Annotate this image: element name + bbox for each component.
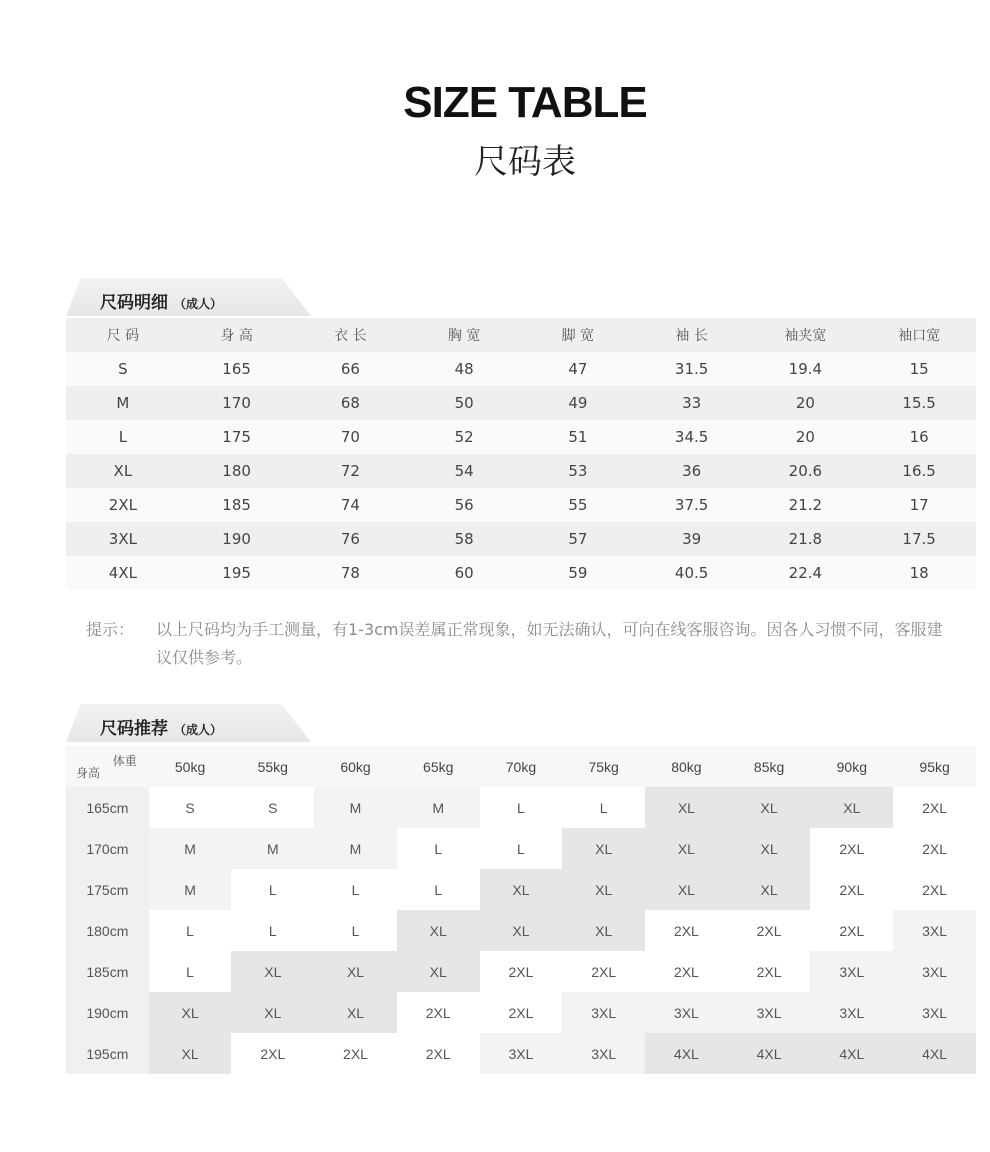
recommend-size-cell: XL <box>314 951 397 992</box>
recommend-size-cell: 3XL <box>893 992 976 1033</box>
recommend-size-cell: L <box>231 869 314 910</box>
recommend-size-cell: 3XL <box>728 992 811 1033</box>
page-title-en: SIZE TABLE <box>403 78 647 127</box>
recommend-height-cell: 165cm <box>66 787 149 828</box>
detail-cell: 165 <box>180 352 294 386</box>
recommend-row <box>66 992 976 1033</box>
recommend-size-cell: 2XL <box>728 951 811 992</box>
detail-cell: 20 <box>749 386 863 420</box>
recommend-size-cell: XL <box>480 910 563 951</box>
detail-cell: 40.5 <box>635 556 749 590</box>
recommend-weight-header: 60kg <box>314 746 397 787</box>
detail-cell: 51 <box>521 420 635 454</box>
recommend-height-cell: 190cm <box>66 992 149 1033</box>
detail-cell: 53 <box>521 454 635 488</box>
recommend-weight-header: 70kg <box>480 746 563 787</box>
recommend-size-cell: M <box>314 787 397 828</box>
recommend-size-cell: 2XL <box>397 1033 480 1074</box>
recommend-size-cell: M <box>149 869 232 910</box>
detail-cell: 48 <box>407 352 521 386</box>
recommend-size-cell: L <box>314 869 397 910</box>
recommend-row <box>66 910 976 951</box>
detail-cell: 180 <box>180 454 294 488</box>
detail-cell: 66 <box>294 352 408 386</box>
recommend-row <box>66 951 976 992</box>
recommend-size-cell: 2XL <box>314 1033 397 1074</box>
detail-cell: 21.2 <box>749 488 863 522</box>
recommend-size-cell: L <box>149 910 232 951</box>
size-recommend-table <box>66 746 976 1074</box>
recommend-size-cell: XL <box>231 951 314 992</box>
detail-cell: 54 <box>407 454 521 488</box>
recommend-corner-cell <box>66 746 149 787</box>
detail-cell: L <box>66 420 180 454</box>
recommend-size-cell: 3XL <box>480 1033 563 1074</box>
detail-header-cell: 袖夹宽 <box>749 318 863 352</box>
detail-cell: 3XL <box>66 522 180 556</box>
detail-cell: M <box>66 386 180 420</box>
detail-row <box>66 522 976 556</box>
detail-cell: 70 <box>294 420 408 454</box>
recommend-size-cell: 3XL <box>645 992 728 1033</box>
recommend-size-cell: XL <box>645 828 728 869</box>
recommend-size-cell: 3XL <box>562 992 645 1033</box>
detail-header-cell: 尺 码 <box>66 318 180 352</box>
detail-cell: 68 <box>294 386 408 420</box>
note-label: 提示： <box>86 620 135 639</box>
detail-cell: 19.4 <box>749 352 863 386</box>
recommend-weight-header: 85kg <box>728 746 811 787</box>
recommend-weight-header: 90kg <box>810 746 893 787</box>
detail-cell: 18 <box>862 556 976 590</box>
recommend-size-cell: M <box>149 828 232 869</box>
detail-cell: 74 <box>294 488 408 522</box>
recommend-size-cell: 4XL <box>645 1033 728 1074</box>
recommend-size-cell: 4XL <box>728 1033 811 1074</box>
recommend-size-cell: 2XL <box>728 910 811 951</box>
detail-cell: 20.6 <box>749 454 863 488</box>
detail-cell: 190 <box>180 522 294 556</box>
recommend-size-cell: 2XL <box>810 910 893 951</box>
corner-height-label: 身高 <box>76 766 101 780</box>
recommend-size-cell: 2XL <box>480 951 563 992</box>
recommend-row <box>66 787 976 828</box>
detail-header-cell: 脚 宽 <box>521 318 635 352</box>
recommend-weight-header: 75kg <box>562 746 645 787</box>
detail-cell: 52 <box>407 420 521 454</box>
recommend-size-cell: L <box>314 910 397 951</box>
detail-cell: 78 <box>294 556 408 590</box>
detail-cell: 33 <box>635 386 749 420</box>
detail-cell: 17.5 <box>862 522 976 556</box>
recommend-size-cell: XL <box>397 910 480 951</box>
recommend-size-cell: 2XL <box>480 992 563 1033</box>
recommend-size-cell: S <box>149 787 232 828</box>
recommend-size-cell: XL <box>149 1033 232 1074</box>
recommend-weight-header: 65kg <box>397 746 480 787</box>
recommend-size-cell: M <box>231 828 314 869</box>
recommend-tab-title-text: 尺码推荐 <box>100 719 168 739</box>
detail-cell: 16 <box>862 420 976 454</box>
detail-cell: 47 <box>521 352 635 386</box>
note-text: 以上尺码均为手工测量，有1-3cm误差属正常现象，如无法确认，可向在线客服咨询。因各人习惯不同，客服建议仅供参考。 <box>156 620 943 667</box>
detail-row <box>66 352 976 386</box>
detail-cell: 76 <box>294 522 408 556</box>
recommend-size-cell: S <box>231 787 314 828</box>
page-title-cn: 尺码表 <box>474 142 576 182</box>
recommend-row <box>66 1033 976 1074</box>
detail-cell: 36 <box>635 454 749 488</box>
recommend-size-cell: M <box>397 787 480 828</box>
recommend-size-cell: L <box>562 787 645 828</box>
recommend-size-cell: 2XL <box>893 869 976 910</box>
detail-cell: 15 <box>862 352 976 386</box>
detail-cell: 16.5 <box>862 454 976 488</box>
recommend-size-cell: L <box>480 828 563 869</box>
recommend-size-cell: 3XL <box>810 951 893 992</box>
detail-tab-subtitle: （成人） <box>174 297 223 311</box>
detail-cell: 21.8 <box>749 522 863 556</box>
recommend-height-cell: 170cm <box>66 828 149 869</box>
recommend-size-cell: L <box>149 951 232 992</box>
recommend-header-row <box>66 746 976 787</box>
recommend-size-cell: 2XL <box>231 1033 314 1074</box>
recommend-size-cell: XL <box>645 869 728 910</box>
detail-header-row <box>66 318 976 352</box>
recommend-size-cell: L <box>397 869 480 910</box>
recommend-size-cell: XL <box>728 787 811 828</box>
recommend-size-cell: XL <box>810 787 893 828</box>
detail-cell: 72 <box>294 454 408 488</box>
recommend-size-cell: 3XL <box>893 951 976 992</box>
detail-header-cell: 身 高 <box>180 318 294 352</box>
recommend-size-cell: 4XL <box>893 1033 976 1074</box>
recommend-size-cell: XL <box>314 992 397 1033</box>
recommend-row <box>66 869 976 910</box>
recommend-size-cell: XL <box>231 992 314 1033</box>
recommend-size-cell: 2XL <box>810 869 893 910</box>
recommend-height-cell: 175cm <box>66 869 149 910</box>
recommend-size-cell: XL <box>728 828 811 869</box>
recommend-size-cell: 2XL <box>893 828 976 869</box>
recommend-tab-subtitle: （成人） <box>174 723 223 737</box>
recommend-size-cell: L <box>231 910 314 951</box>
detail-header-cell: 衣 长 <box>294 318 408 352</box>
recommend-size-cell: 2XL <box>810 828 893 869</box>
detail-cell: 60 <box>407 556 521 590</box>
recommend-size-cell: XL <box>397 951 480 992</box>
detail-cell: 170 <box>180 386 294 420</box>
detail-cell: 31.5 <box>635 352 749 386</box>
recommend-size-cell: 2XL <box>893 787 976 828</box>
detail-header-cell: 袖口宽 <box>862 318 976 352</box>
recommend-size-cell: XL <box>562 869 645 910</box>
detail-cell: 185 <box>180 488 294 522</box>
detail-cell: 175 <box>180 420 294 454</box>
recommend-height-cell: 195cm <box>66 1033 149 1074</box>
detail-row <box>66 386 976 420</box>
corner-weight-label: 体重 <box>112 754 137 768</box>
detail-header-cell: 袖 长 <box>635 318 749 352</box>
recommend-weight-header: 50kg <box>149 746 232 787</box>
detail-cell: 4XL <box>66 556 180 590</box>
recommend-weight-header: 55kg <box>231 746 314 787</box>
detail-cell: 195 <box>180 556 294 590</box>
detail-cell: 59 <box>521 556 635 590</box>
detail-cell: 39 <box>635 522 749 556</box>
recommend-size-cell: 3XL <box>810 992 893 1033</box>
detail-cell: 15.5 <box>862 386 976 420</box>
recommend-size-cell: 3XL <box>562 1033 645 1074</box>
recommend-size-cell: 3XL <box>893 910 976 951</box>
recommend-height-cell: 185cm <box>66 951 149 992</box>
detail-cell: 55 <box>521 488 635 522</box>
detail-cell: 37.5 <box>635 488 749 522</box>
detail-cell: 56 <box>407 488 521 522</box>
recommend-size-cell: 2XL <box>397 992 480 1033</box>
recommend-size-cell: XL <box>562 910 645 951</box>
detail-cell: S <box>66 352 180 386</box>
detail-row <box>66 420 976 454</box>
recommend-size-cell: XL <box>149 992 232 1033</box>
recommend-size-cell: 2XL <box>562 951 645 992</box>
detail-cell: 58 <box>407 522 521 556</box>
recommend-row <box>66 828 976 869</box>
detail-cell: 49 <box>521 386 635 420</box>
detail-tab-title-text: 尺码明细 <box>100 293 168 313</box>
detail-cell: XL <box>66 454 180 488</box>
detail-row <box>66 556 976 590</box>
detail-tab-title <box>100 288 222 313</box>
recommend-size-cell: XL <box>480 869 563 910</box>
detail-cell: 22.4 <box>749 556 863 590</box>
recommend-size-cell: XL <box>728 869 811 910</box>
detail-cell: 34.5 <box>635 420 749 454</box>
recommend-size-cell: L <box>480 787 563 828</box>
recommend-size-cell: M <box>314 828 397 869</box>
detail-row <box>66 488 976 522</box>
detail-header-cell: 胸 宽 <box>407 318 521 352</box>
detail-cell: 17 <box>862 488 976 522</box>
recommend-weight-header: 95kg <box>893 746 976 787</box>
detail-cell: 2XL <box>66 488 180 522</box>
recommend-size-cell: L <box>397 828 480 869</box>
detail-row <box>66 454 976 488</box>
size-detail-table <box>66 318 976 590</box>
detail-cell: 57 <box>521 522 635 556</box>
recommend-size-cell: 2XL <box>645 951 728 992</box>
recommend-tab-title <box>100 714 222 739</box>
recommend-size-cell: XL <box>645 787 728 828</box>
detail-cell: 50 <box>407 386 521 420</box>
detail-cell: 20 <box>749 420 863 454</box>
recommend-weight-header: 80kg <box>645 746 728 787</box>
recommend-size-cell: XL <box>562 828 645 869</box>
recommend-size-cell: 2XL <box>645 910 728 951</box>
recommend-height-cell: 180cm <box>66 910 149 951</box>
recommend-size-cell: 4XL <box>810 1033 893 1074</box>
